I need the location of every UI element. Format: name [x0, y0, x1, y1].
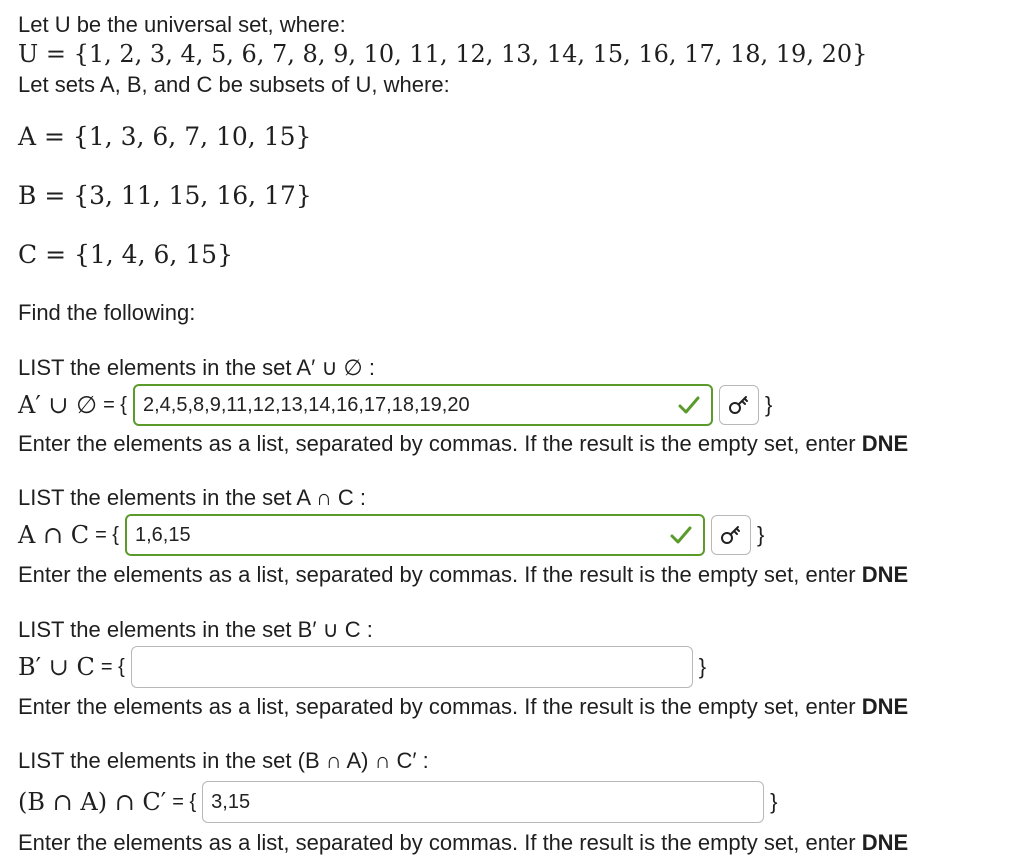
- hint-bold: DNE: [861, 694, 909, 719]
- question-3-close-brace: }: [698, 654, 707, 679]
- key-button[interactable]: [711, 515, 751, 555]
- question-4-prompt: LIST the elements in the set (B ∩ A) ∩ C′ :: [18, 748, 429, 773]
- question-2-open-brace: = {: [95, 523, 119, 546]
- question-2-close-brace: }: [756, 522, 765, 547]
- set-c: C = {1, 4, 6, 15}: [18, 240, 233, 269]
- hint-text: Enter the elements as a list, separated by commas. If the result is the empty set, enter: [18, 562, 862, 587]
- set-b: B = {3, 11, 15, 16, 17}: [18, 181, 312, 210]
- question-4-answer-input[interactable]: [202, 781, 764, 823]
- question-1-answer-input[interactable]: [133, 384, 713, 426]
- question-3-open-brace: = {: [100, 655, 125, 678]
- question-4-answer-row: [18, 779, 778, 825]
- key-button[interactable]: [719, 385, 759, 425]
- question-1-value: 2,4,5,8,9,11,12,13,14,16,17,18,19,20: [142, 393, 470, 416]
- intro-line-1: Let U be the universal set, where:: [18, 12, 346, 37]
- hint-text: Enter the elements as a list, separated by commas. If the result is the empty set, enter: [18, 694, 862, 719]
- question-4-close-brace: }: [770, 789, 778, 814]
- question-1-hint: [18, 431, 908, 457]
- checkmark-icon: [669, 523, 693, 547]
- key-icon: [719, 523, 743, 547]
- hint-bold: DNE: [861, 830, 909, 855]
- question-1-lhs: A′ ∪ ∅: [18, 391, 98, 419]
- question-4-hint: [18, 830, 908, 856]
- question-3-prompt: LIST the elements in the set B′ ∪ C :: [18, 617, 373, 642]
- question-1-open-brace: = {: [103, 393, 127, 416]
- question-2-prompt: LIST the elements in the set A ∩ C :: [18, 485, 367, 510]
- question-2-hint: [18, 562, 908, 588]
- hint-text: Enter the elements as a list, separated by commas. If the result is the empty set, enter: [18, 830, 862, 855]
- find-label: Find the following:: [18, 300, 196, 325]
- set-a: A = {1, 3, 6, 7, 10, 15}: [18, 122, 312, 151]
- question-3-lhs: B′ ∪ C: [18, 653, 95, 681]
- question-1-answer-row: [18, 382, 772, 428]
- hint-bold: DNE: [861, 431, 909, 456]
- question-4-lhs: (B ∩ A) ∩ C′: [18, 788, 167, 816]
- hint-bold: DNE: [861, 562, 909, 587]
- question-4-value: 3,15: [211, 790, 251, 813]
- question-1-prompt: LIST the elements in the set A′ ∪ ∅ :: [18, 355, 375, 380]
- intro-line-3: Let sets A, B, and C be subsets of U, where:: [18, 72, 450, 97]
- question-3-answer-input[interactable]: [131, 646, 693, 688]
- question-3-answer-row: [18, 644, 706, 690]
- question-2-lhs: A ∩ C: [18, 521, 90, 549]
- key-icon: [727, 393, 751, 417]
- question-2-value: 1,6,15: [134, 523, 191, 546]
- question-1-close-brace: }: [764, 392, 773, 417]
- hint-text: Enter the elements as a list, separated by commas. If the result is the empty set, enter: [18, 431, 862, 456]
- checkmark-icon: [677, 393, 701, 417]
- question-2-answer-row: [18, 512, 764, 558]
- question-4-open-brace: = {: [172, 790, 197, 813]
- question-3-hint: [18, 694, 908, 720]
- universal-set: U = {1, 2, 3, 4, 5, 6, 7, 8, 9, 10, 11, 12, 13, 14, 15, 16, 17, 18, 19, 20}: [18, 40, 868, 68]
- question-2-answer-input[interactable]: [125, 514, 705, 556]
